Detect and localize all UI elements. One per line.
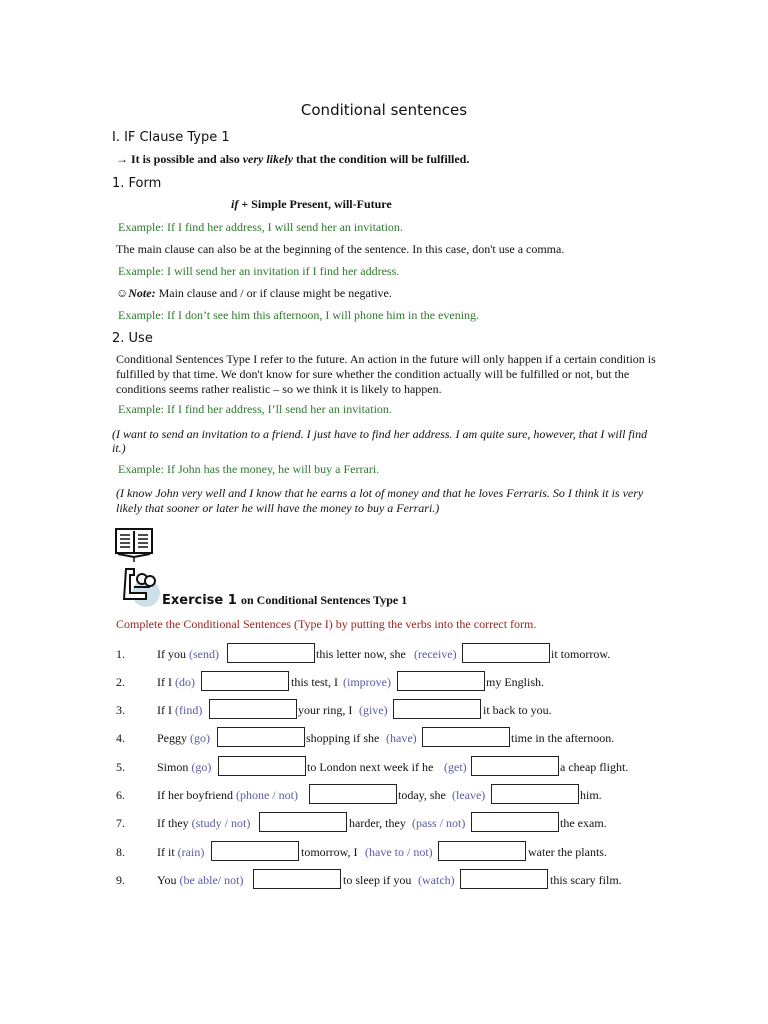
use-heading: 2. Use xyxy=(112,331,153,346)
answer-input[interactable] xyxy=(462,643,550,663)
form-example-2: Example: I will send her an invitation if I find her address. xyxy=(118,264,400,278)
answer-input[interactable] xyxy=(309,784,397,804)
use-example-1: Example: If I find her address, I’ll send her an invitation. xyxy=(118,402,392,416)
answer-input[interactable] xyxy=(438,841,526,861)
use-comment-1: (I want to send an invitation to a friend. I just have to find her address. I am quite sure, however, that I will find it.) xyxy=(112,427,648,455)
page-title: Conditional sentences xyxy=(300,101,468,119)
answer-input[interactable] xyxy=(227,643,315,663)
answer-input[interactable] xyxy=(397,671,485,691)
answer-input[interactable] xyxy=(460,869,548,889)
answer-input[interactable] xyxy=(259,812,347,832)
answer-input[interactable] xyxy=(209,699,297,719)
exercise-title: Exercise 1 on Conditional Sentences Type 1 xyxy=(162,593,408,608)
section-heading-if-clause-type-1: I. IF Clause Type 1 xyxy=(112,130,230,145)
answer-input[interactable] xyxy=(422,727,510,747)
answer-input[interactable] xyxy=(201,671,289,691)
answer-input[interactable] xyxy=(393,699,481,719)
form-example-1: Example: If I find her address, I will send her an invitation. xyxy=(118,220,403,234)
answer-input[interactable] xyxy=(218,756,306,776)
use-comment-2: (I know John very well and I know that he earns a lot of money and that he loves Ferraris. So I think it is very likely that sooner or later he will have the money to buy a Ferrari.) xyxy=(116,486,644,515)
intro-line: → It is possible and also very likely that the condition will be fulfilled. xyxy=(116,152,470,166)
answer-input[interactable] xyxy=(471,756,559,776)
use-paragraph: Conditional Sentences Type I refer to the future. An action in the future will only happen if a certain condition is fulfilled by that time. We don't know for sure whether the condition actually will be fulfilled or not, but the conditions seems rather realistic – so we think it is likely to happen. xyxy=(116,352,656,396)
exercise-instruction: Complete the Conditional Sentences (Type I) by putting the verbs into the correct form. xyxy=(116,617,537,631)
answer-input[interactable] xyxy=(217,727,305,747)
use-example-2: Example: If John has the money, he will buy a Ferrari. xyxy=(118,462,380,476)
answer-input[interactable] xyxy=(491,784,579,804)
exercise-figure-icon xyxy=(120,563,164,607)
answer-input[interactable] xyxy=(471,812,559,832)
form-example-3: Example: If I don’t see him this afternoon, I will phone him in the evening. xyxy=(118,308,480,322)
book-icon xyxy=(114,527,154,563)
arrow-icon: → xyxy=(116,152,128,166)
answer-input[interactable] xyxy=(253,869,341,889)
form-note: ☺Note: Main clause and / or if clause might be negative. xyxy=(116,286,392,300)
form-note-main-clause: The main clause can also be at the beginning of the sentence. In this case, don't use a comma. xyxy=(116,242,565,256)
smiley-icon: ☺ xyxy=(116,286,129,300)
answer-input[interactable] xyxy=(211,841,299,861)
form-heading: 1. Form xyxy=(112,176,162,191)
form-formula: if + Simple Present, will-Future xyxy=(231,197,392,211)
